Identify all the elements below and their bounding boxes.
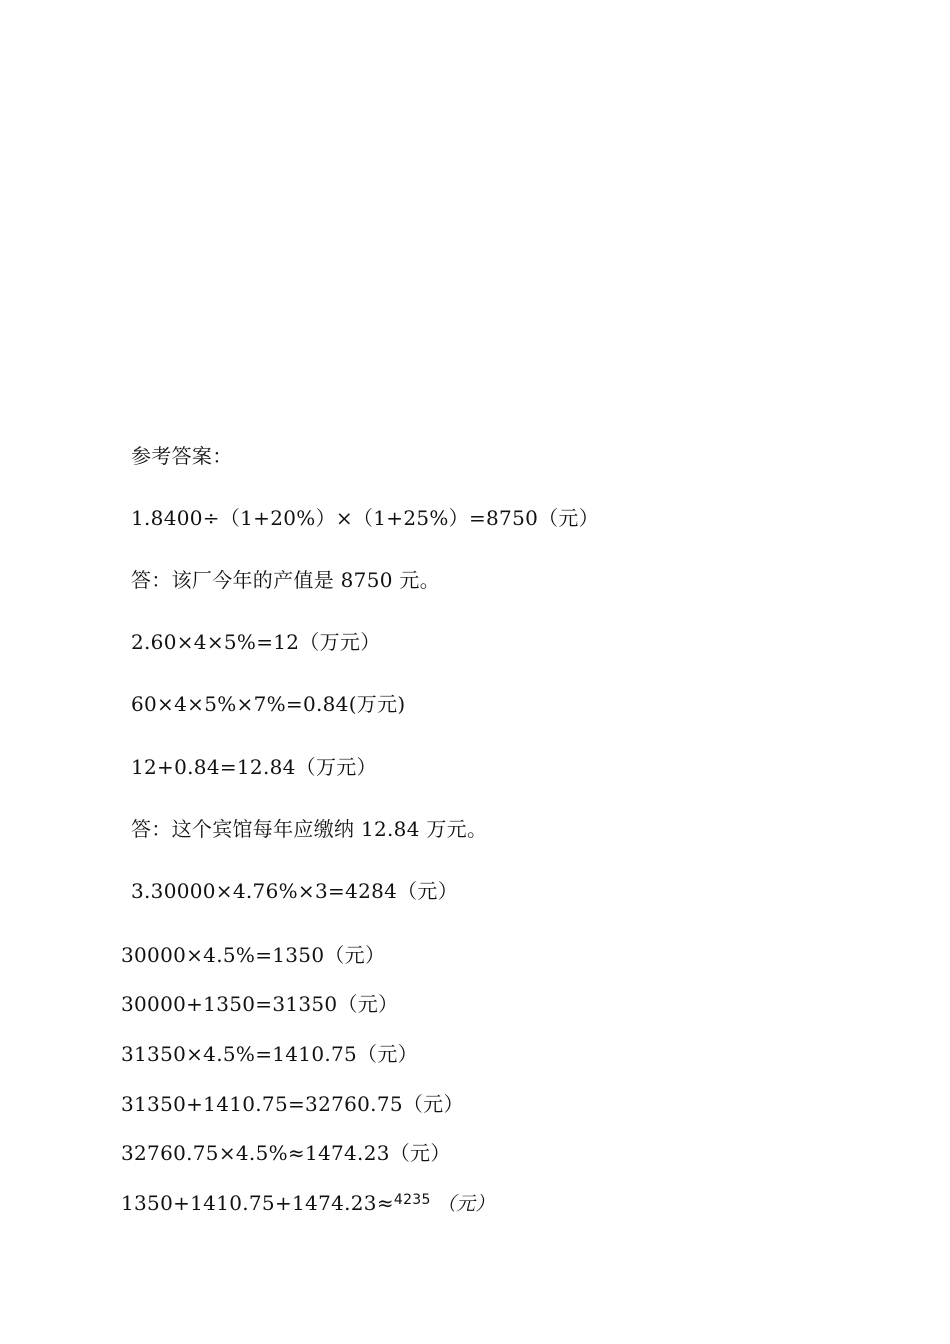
answer-line-8: 30000×4.5%=1350（元） [121, 943, 386, 967]
answer-line-12: 32760.75×4.5%≈1474.23（元） [121, 1141, 451, 1165]
answer-line-1: 1.8400÷（1+20%）×（1+25%）=8750（元） [131, 506, 600, 530]
answer-line-7: 3.30000×4.76%×3=4284（元） [131, 879, 459, 903]
final-result: 4235 [393, 1192, 431, 1208]
final-unit: （元） [436, 1193, 495, 1215]
answer-line-10: 31350×4.5%=1410.75（元） [121, 1042, 418, 1066]
answer-line-3: 2.60×4×5%=12（万元） [131, 630, 381, 654]
answer-line-2: 答：该厂今年的产值是 8750 元。 [131, 568, 441, 592]
final-expression: 1350+1410.75+1474.23≈ [121, 1191, 394, 1215]
answer-heading: 参考答案： [131, 444, 233, 468]
answer-line-9: 30000+1350=31350（元） [121, 992, 399, 1016]
answer-line-6: 答：这个宾馆每年应缴纳 12.84 万元。 [131, 817, 488, 841]
answer-line-11: 31350+1410.75=32760.75（元） [121, 1092, 464, 1116]
answer-line-4: 60×4×5%×7%=0.84(万元) [131, 692, 406, 716]
answer-line-13 [121, 1190, 495, 1219]
answer-line-5: 12+0.84=12.84（万元） [131, 755, 377, 779]
